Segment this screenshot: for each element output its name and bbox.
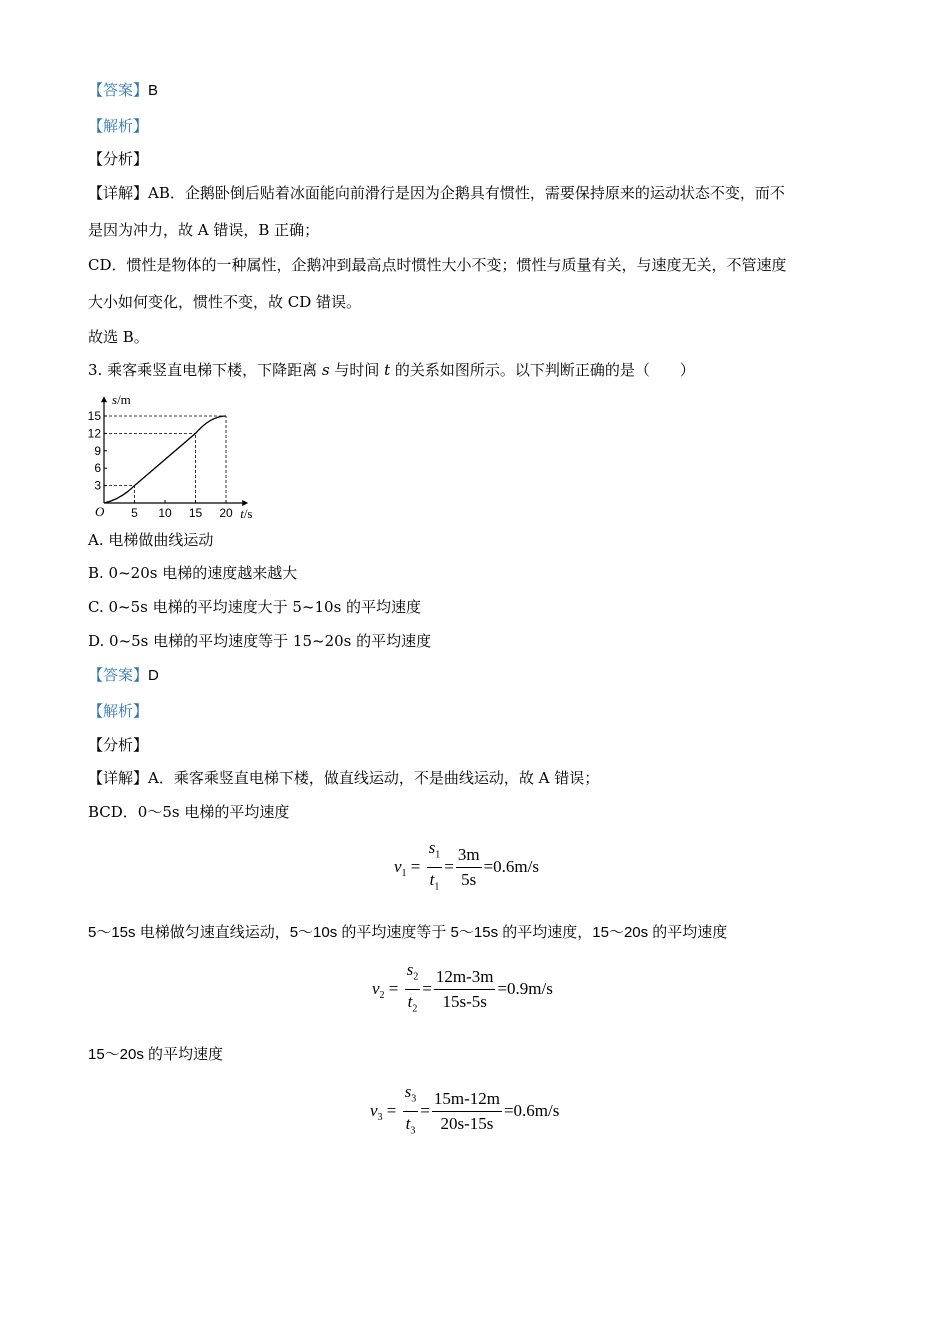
eq-var-v: v bbox=[372, 978, 380, 998]
y-axis-label bbox=[112, 392, 131, 407]
eq-fraction-values: $\frac{12m-3m}{15s-5s}$ bbox=[435, 967, 494, 1012]
answer-tag: 【答案】 bbox=[88, 666, 149, 684]
series-curve bbox=[104, 416, 226, 503]
eq-var-v: v bbox=[394, 856, 402, 876]
equation-1: $v_1$ = $\frac{s_1}{t_1}$ = $\frac{3m}{5s}$ =0.6m/s bbox=[394, 838, 539, 898]
y-axis-unit: /m bbox=[117, 392, 131, 408]
fenxi-tag: 【分析】 bbox=[88, 736, 149, 754]
detail-line-1: 【详解】AB．企鹅卧倒后贴着冰面能向前滑行是因为企鹅具有惯性，需要保持原来的运动状态不变，而不 bbox=[88, 184, 785, 202]
q2-answer-line bbox=[88, 80, 158, 101]
option-a: A. 电梯做曲线运动 bbox=[88, 531, 214, 549]
stem-part-a: 3. 乘客乘竖直电梯下楼，下降距离 bbox=[88, 361, 322, 379]
y-tick-label: 12 bbox=[87, 426, 101, 441]
eq-result: =0.6m/s bbox=[503, 1100, 560, 1120]
q3-mid-text: 5～15s 电梯做匀速直线运动，5～10s 的平均速度等于 5～15s 的平均速度，15～20s 的平均速度 bbox=[88, 924, 728, 941]
y-axis-var: s bbox=[112, 392, 118, 408]
equation-3: $v_3$ = $\frac{s_3}{t_3}$ = $\frac{15m-12m}{20s-15s}$ =0.6m/s bbox=[370, 1082, 559, 1142]
s-t-graph bbox=[84, 392, 264, 526]
analysis-tag: 【解析】 bbox=[88, 702, 149, 720]
cd-line-1: CD．惯性是物体的一种属性，企鹅冲到最高点时惯性大小不变；惯性与质量有关，与速度无关，不管速度 bbox=[88, 256, 787, 274]
stem-var-t: t bbox=[384, 361, 391, 379]
x-tick-label: 20 bbox=[219, 506, 233, 520]
y-tick-label: 3 bbox=[94, 478, 101, 493]
answer-value: D bbox=[148, 667, 159, 684]
stem-var-s: s bbox=[321, 361, 330, 379]
y-tick-label: 9 bbox=[94, 443, 101, 458]
eq-fraction-values: $\frac{3m}{5s}$ bbox=[457, 845, 480, 890]
eq-result: =0.6m/s bbox=[483, 856, 539, 876]
x-tick-label: 10 bbox=[158, 506, 172, 520]
q3-bcd: BCD．0～5s 电梯的平均速度 bbox=[88, 803, 290, 821]
answer-tag: 【答案】 bbox=[88, 81, 149, 99]
stem-part-b: 与时间 bbox=[329, 361, 385, 379]
x-tick-label: 5 bbox=[131, 506, 138, 520]
conclusion: 故选 B。 bbox=[88, 328, 149, 346]
option-b: B. 0~20s 电梯的速度越来越大 bbox=[88, 564, 298, 582]
eq-fraction-st: $\frac{s_1}{t_1}$ bbox=[428, 838, 441, 893]
y-axis-arrow bbox=[101, 396, 107, 402]
graph-series bbox=[104, 416, 226, 503]
stem-part-c: 的关系如图所示。以下判断正确的是（ ） bbox=[390, 361, 695, 379]
cd-line-2: 大小如何变化，惯性不变，故 CD 错误。 bbox=[88, 293, 362, 311]
x-axis-unit: /s bbox=[243, 506, 253, 521]
eq-fraction-values: $\frac{15m-12m}{20s-15s}$ bbox=[433, 1089, 500, 1134]
eq-fraction-st: $\frac{s_2}{t_2}$ bbox=[406, 960, 419, 1015]
eq-var-v: v bbox=[370, 1100, 378, 1120]
y-tick-label: 6 bbox=[94, 461, 101, 476]
equation-2: $v_2$ = $\frac{s_2}{t_2}$ = $\frac{12m-3m}{15s-5s}$ =0.9m/s bbox=[372, 960, 553, 1020]
fenxi-tag: 【分析】 bbox=[88, 150, 149, 168]
x-tick-label: 15 bbox=[188, 506, 203, 520]
q3-last-text: 15～20s 的平均速度 bbox=[88, 1046, 224, 1063]
y-tick-label: 15 bbox=[87, 409, 101, 423]
analysis-tag: 【解析】 bbox=[88, 117, 149, 135]
option-c: C. 0~5s 电梯的平均速度大于 5~10s 的平均速度 bbox=[88, 598, 422, 616]
graph-axes bbox=[95, 392, 252, 521]
eq-sub: 3 bbox=[377, 1112, 383, 1124]
eq-result: =0.9m/s bbox=[497, 978, 553, 998]
x-axis-var: t bbox=[240, 506, 244, 521]
q3-answer-line bbox=[88, 665, 159, 686]
answer-value: B bbox=[148, 82, 159, 99]
origin-label: O bbox=[95, 504, 105, 519]
eq-sub: 2 bbox=[379, 990, 385, 1002]
x-axis-label bbox=[240, 506, 252, 521]
eq-fraction-st: $\frac{s_3}{t_3}$ bbox=[404, 1082, 417, 1137]
eq-sub: 1 bbox=[401, 868, 407, 880]
q3-detail: 【详解】A．乘客乘竖直电梯下楼，做直线运动，不是曲线运动，故 A 错误； bbox=[88, 769, 600, 787]
detail-line-2: 是因为冲力，故 A 错误，B 正确； bbox=[88, 221, 320, 239]
option-d: D. 0~5s 电梯的平均速度等于 15~20s 的平均速度 bbox=[88, 632, 432, 650]
q3-stem bbox=[88, 360, 695, 380]
